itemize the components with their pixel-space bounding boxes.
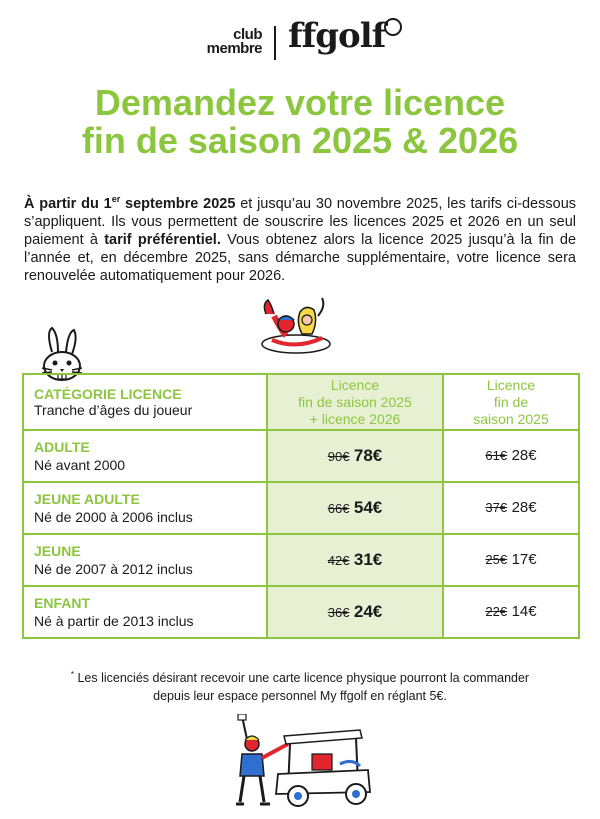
combined-price-cell [267,534,443,586]
ffgolf-brand: ffgolf [288,16,386,56]
new-price: 31€ [353,550,383,569]
table-header-row [23,374,579,430]
intro-text-2: Vous obtenez alors la licence 2025 jusqu’à la fin de l’année et, en décembre 2025, sans démarche supplémentaire, votre licence sera renouvelée automatiquement pour 2026. [24,231,577,284]
table-row [23,430,579,482]
table-row [23,586,579,638]
new-price: 54€ [353,498,383,517]
intro-bold-tarif: tarif préférentiel. [104,231,221,248]
combined-price-cell [267,482,443,534]
new-price: 24€ [353,602,383,621]
header-mid-line-3: + licence 2026 [309,410,401,427]
intro-text-1: et jusqu’au 30 novembre 2025, les tarifs ci-dessous s’appliquent. Ils vous permettent de souscrire les licences 2025 et 2026 en un seul paiement à [24,195,577,248]
logo-divider [274,26,276,60]
season-price-cell [443,482,579,534]
header-right-line-2: fin de [493,393,529,410]
title-line-2: fin de saison 2025 & 2026 [81,120,519,161]
club-line: club [233,26,262,43]
new-price: 28€ [511,447,537,464]
category-name: ADULTE [34,439,90,455]
old-price: 25€ [485,552,508,567]
footnote-star: * [70,670,74,679]
category-name: JEUNE ADULTE [34,491,140,507]
header-category-subtitle: Tranche d’âges du joueur [34,402,193,418]
table-row [23,482,579,534]
ffgolf-mark-icon [384,18,402,36]
new-price: 17€ [511,551,537,568]
season-price-cell [443,534,579,586]
celebrating-players-illustration [256,294,336,356]
header-logo [0,18,600,68]
season-price-cell [443,430,579,482]
header-mid-line-2: fin de saison 2025 [298,393,412,410]
new-price: 78€ [353,446,383,465]
footnote-line-2: depuis leur espace personnel My ffgolf en réglant 5€. [153,689,447,704]
category-cell [23,482,267,534]
license-pricing-table [22,373,580,639]
header-combined-license [267,374,443,430]
club-membre-label [196,28,262,56]
header-category-title: CATÉGORIE LICENCE [34,386,182,402]
old-price: 90€ [327,449,350,464]
combined-price-cell [267,430,443,482]
membre-line: membre [206,40,262,57]
page-title [0,84,600,160]
intro-sup: er [111,194,121,204]
old-price: 66€ [327,501,350,516]
old-price: 42€ [327,553,350,568]
category-cell [23,534,267,586]
season-price-cell [443,586,579,638]
golf-cart-illustration [228,714,378,810]
old-price: 37€ [485,500,508,515]
intro-bold-start [24,196,235,212]
category-age: Né de 2007 à 2012 inclus [34,561,193,577]
old-price: 36€ [327,605,350,620]
intro-bold-b: septembre 2025 [120,195,236,212]
header-category [23,374,267,430]
header-mid-line-1: Licence [330,376,380,393]
title-line-1: Demandez votre licence [94,82,506,123]
intro-paragraph [24,190,576,285]
category-age: Né avant 2000 [34,457,126,473]
new-price: 28€ [511,499,537,516]
footnote [40,666,560,705]
intro-bold-a: À partir du 1 [24,195,112,212]
table-row [23,534,579,586]
combined-price-cell [267,586,443,638]
category-cell [23,430,267,482]
header-right-line-1: Licence [486,376,536,393]
footnote-line-1 [40,666,560,687]
category-cell [23,586,267,638]
new-price: 14€ [511,603,537,620]
header-season-license [443,374,579,430]
category-age: Né de 2000 à 2006 inclus [34,509,193,525]
old-price: 22€ [485,604,508,619]
header-right-line-3: saison 2025 [473,410,549,427]
category-name: JEUNE [34,543,81,559]
old-price: 61€ [485,448,508,463]
category-name: ENFANT [34,595,90,611]
category-age: Né à partir de 2013 inclus [34,613,194,629]
footnote-text-1: Les licenciés désirant recevoir une carte licence physique pourront la commander [74,671,530,686]
